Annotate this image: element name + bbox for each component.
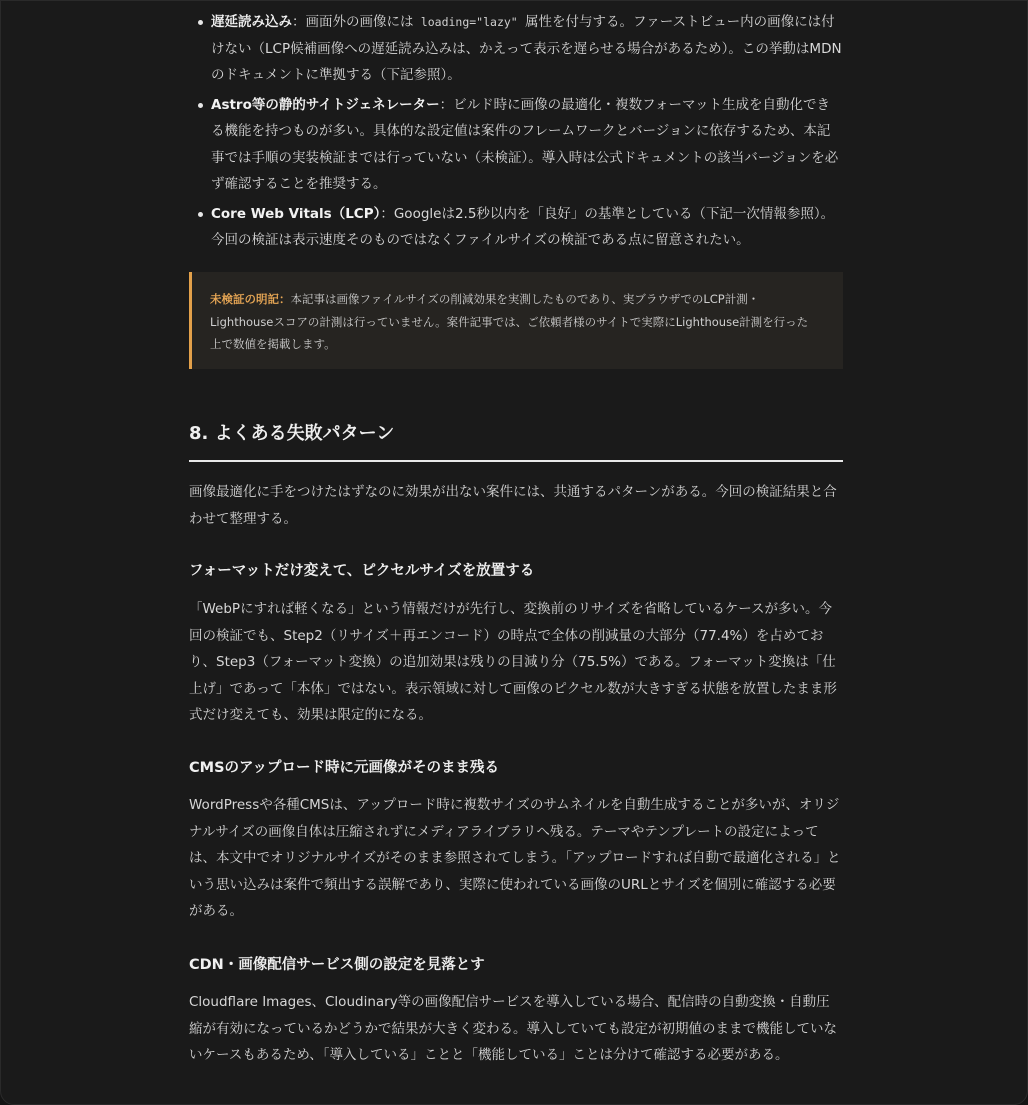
callout-text: 本記事は画像ファイルサイズの削減効果を実測したものであり、実ブラウザでのLCP計測・Lighthouseスコアの計測は行っていません。案件記事では、ご依頼者様のサイトで実際にLighthouse計測を行った上で数値を掲載します。 bbox=[210, 292, 809, 351]
subsection-body: WordPressや各種CMSは、アップロード時に複数サイズのサムネイルを自動生成することが多いが、オリジナルサイズの画像自体は圧縮されずにメディアライブラリへ残る。テーマやテンプレートの設定によっては、本文中でオリジナルサイズがそのまま参照されてしまう。「アップロードすれば自動で最適化される」という思い込みは案件で頻出する誤解であり、実際に使われている画像のURLとサイズを個別に確認する必要がある。 bbox=[189, 797, 841, 919]
list-item-text: ：ビルド時に画像の最適化・複数フォーマット生成を自動化できる機能を持つものが多い。具体的な設定値は案件のフレームワークとバージョンに依存するため、本記事では手順の実装検証までは行っていない（未検証）。導入時は公式ドキュメントの該当バージョンを必ず確認することを推奨する。 bbox=[211, 96, 839, 192]
list-item-title: Core Web Vitals（LCP） bbox=[211, 205, 381, 222]
list-item-title: Astro等の静的サイトジェネレーター bbox=[211, 96, 440, 113]
list-item-text: 属性を付与する。ファーストビュー内の画像には付けない（LCP候補画像への遅延読み込みは、かえって表示を遅らせる場合があるため）。この挙動はMDNのドキュメントに準拠する（下記参照）。 bbox=[211, 14, 842, 83]
list-item-text: ：Googleは2.5秒以内を「良好」の基準としている（下記一次情報参照）。今回の検証は表示速度そのものではなくファイルサイズの検証である点に留意されたい。 bbox=[211, 205, 835, 248]
list-item-title: 遅延読み込み bbox=[211, 14, 292, 30]
callout-label: 未検証の明記： bbox=[210, 292, 291, 306]
section-heading: 8. よくある失敗パターン bbox=[189, 420, 843, 462]
bullet-icon bbox=[198, 20, 203, 25]
bullet-list bbox=[189, 9, 843, 254]
article-content bbox=[189, 1, 843, 1063]
subsection-body: Cloudflare Images、Cloudinary等の画像配信サービスを導入している場合、配信時の自動変換・自動圧縮が有効になっているかどうかで結果が大きく変わる。導入していても設定が初期値のままで機能していないケースもあるため、「導入している」ことと「機能している」ことは分けて確認する必要がある。 bbox=[189, 994, 837, 1063]
inline-code: loading="lazy" bbox=[420, 15, 518, 29]
list-item bbox=[189, 201, 843, 254]
subsection-body: 「WebPにすれば軽くなる」という情報だけが先行し、変換前のリサイズを省略しているケースが多い。今回の検証でも、Step2（リサイズ＋再エンコード）の時点で全体の削減量の大部分（77.4%）を占めており、Step3（フォーマット変換）の追加効果は残りの目減り分（75.5%）である。フォーマット変換は「仕上げ」であって「本体」ではない。表示領域に対して画像のピクセル数が大きすぎる状態を放置したまま形式だけ変えても、効果は限定的になる。 bbox=[189, 601, 837, 723]
bullet-icon bbox=[198, 103, 203, 108]
list-item bbox=[189, 92, 843, 198]
subsection-heading: フォーマットだけ変えて、ピクセルサイズを放置する bbox=[189, 563, 535, 579]
subsection-heading: CMSのアップロード時に元画像がそのまま残る bbox=[189, 760, 499, 776]
bullet-icon bbox=[198, 212, 203, 217]
list-item bbox=[189, 9, 843, 89]
unverified-callout bbox=[189, 272, 843, 369]
subsection-heading: CDN・画像配信サービス側の設定を見落とす bbox=[189, 957, 485, 973]
section-intro: 画像最適化に手をつけたはずなのに効果が出ない案件には、共通するパターンがある。今回の検証結果と合わせて整理する。 bbox=[189, 484, 837, 527]
list-item-text: ：画面外の画像には bbox=[292, 14, 418, 30]
